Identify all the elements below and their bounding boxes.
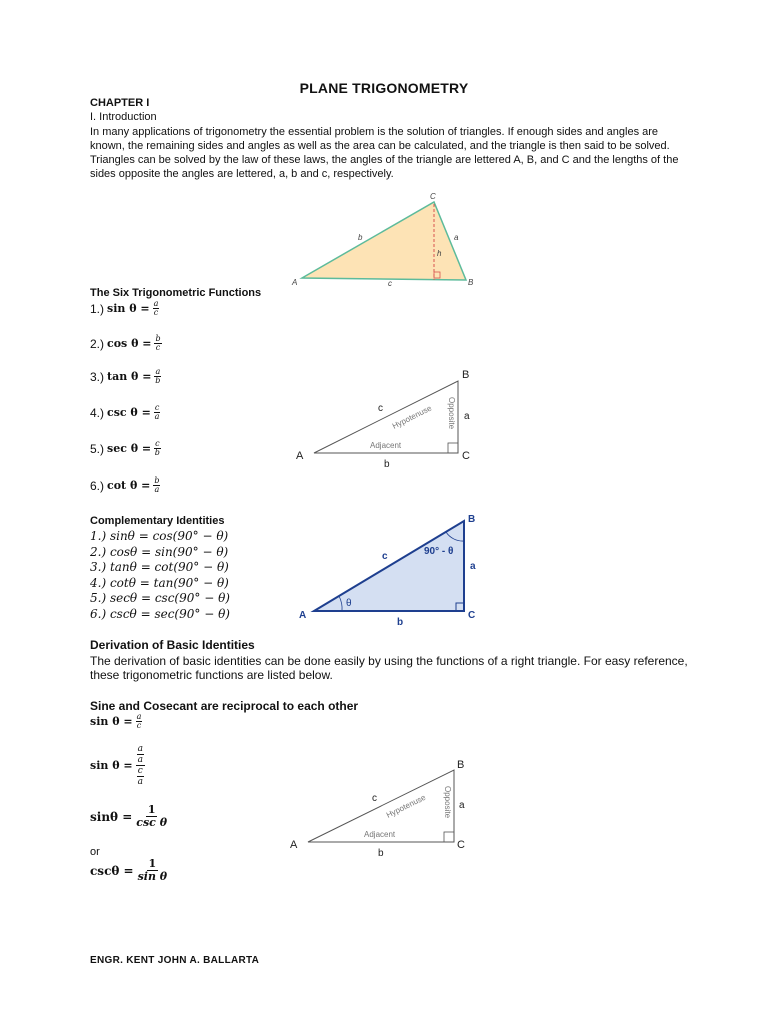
oblique-triangle-figure [288,190,480,290]
function-csc: 4.) csc θ = $\frac{c}{a}$ [90,403,160,421]
intro-heading: I. Introduction [90,111,157,123]
or-text: or [90,846,100,858]
right-triangle-figure-2 [284,756,484,862]
author-footer: ENGR. KENT JOHN A. BALLARTA [90,955,260,966]
function-cos: 2.) cos θ = $\frac{b}{c}$ [90,334,161,352]
identity-2: 2.) cosθ = sin(90° − θ) [90,544,229,559]
right-angle-marker [444,832,454,842]
right-triangle-figure [290,365,490,473]
side-b-label: b [358,233,363,242]
side-a-label: a [464,411,470,422]
comp-angle-label: 90° - θ [424,546,454,557]
vertex-c-label: C [430,192,436,201]
height-h-label: h [437,249,442,258]
identity-1: 1.) sinθ = cos(90° − θ) [90,529,229,543]
derivation-heading: Derivation of Basic Identities [90,638,255,652]
side-a-label: a [454,233,459,242]
complementary-triangle-figure [296,510,492,630]
opposite-label: Opposite [447,397,456,430]
vertex-a-label: A [290,839,298,851]
side-c-label: c [372,793,377,804]
triangle-abc [314,521,464,611]
intro-paragraph: In many applications of trigonometry the essential problem is the solution of triangles. If enough sides and angles are known, the remaining sides and angles as well as the area can be calculated, and the triangle is then said to be solved. Triangles can be solved by the law of these laws, the angles of the triangle are lettered A, B, and C and the lengths of the sides opposite the angles are lettered, a, b and c, respectively. [90,126,679,180]
identity-3: 3.) tanθ = cot(90° − θ) [90,560,229,574]
right-angle-marker [448,443,458,453]
vertex-a-label: A [296,450,304,462]
chapter-heading: CHAPTER I [90,97,150,109]
hypotenuse-label: Hypotenuse [390,403,434,431]
complementary-identities [90,529,230,622]
side-a-label: a [470,561,476,572]
vertex-b-label: B [462,369,470,381]
vertex-c-label: C [462,450,470,462]
function-cot: 6.) cot θ = $\frac{b}{a}$ [90,476,160,494]
reciprocal-heading: Sine and Cosecant are reciprocal to each other [90,699,359,713]
function-sin: 1.) sin θ = $\frac{a}{c}$ [90,299,159,317]
reciprocal-line-4: cscθ = $\frac{1}{\text{sin θ}}$ [90,857,168,883]
side-b-label: b [384,459,390,470]
side-b-label: b [397,617,404,628]
side-c-label: c [382,551,388,562]
function-tan: 3.) tan θ = $\frac{a}{b}$ [90,367,161,385]
triangle-abc [302,202,466,280]
vertex-c-label: C [468,610,476,621]
reciprocal-line-3: sinθ = $\frac{1}{\text{csc θ}}$ [90,803,168,829]
theta-label: θ [346,598,352,609]
hypotenuse-label: Hypotenuse [384,792,428,820]
identity-5: 5.) secθ = csc(90° − θ) [90,591,230,605]
adjacent-label: Adjacent [364,830,396,839]
page-title: PLANE TRIGONOMETRY [299,80,469,96]
side-a-label: a [459,800,465,811]
vertex-a-label: A [299,610,307,621]
side-c-label: c [388,279,392,288]
opposite-label: Opposite [443,786,452,819]
side-c-label: c [378,403,383,414]
six-functions-heading: The Six Trigonometric Functions [90,287,262,299]
derivation-paragraph: The derivation of basic identities can be done easily by using the functions of a right triangle. For easy reference, these trigonometric functions are listed below. [90,654,688,682]
vertex-c-label: C [457,839,465,851]
function-sec: 5.) sec θ = $\frac{c}{b}$ [90,439,160,457]
identity-6: 6.) cscθ = sec(90° − θ) [90,606,230,621]
reciprocal-line-2: sin θ = a a c a [90,744,143,787]
vertex-b-label: B [457,759,465,771]
side-b-label: b [378,848,384,859]
identity-4: 4.) cotθ = tan(90° − θ) [90,575,229,590]
vertex-b-label: B [468,278,474,287]
reciprocal-line-1: sin θ = $\frac{a}{c}$ [90,712,142,730]
complementary-heading: Complementary Identities [90,515,225,527]
vertex-a-label: A [292,278,298,287]
vertex-b-label: B [468,514,476,525]
adjacent-label: Adjacent [370,441,402,450]
